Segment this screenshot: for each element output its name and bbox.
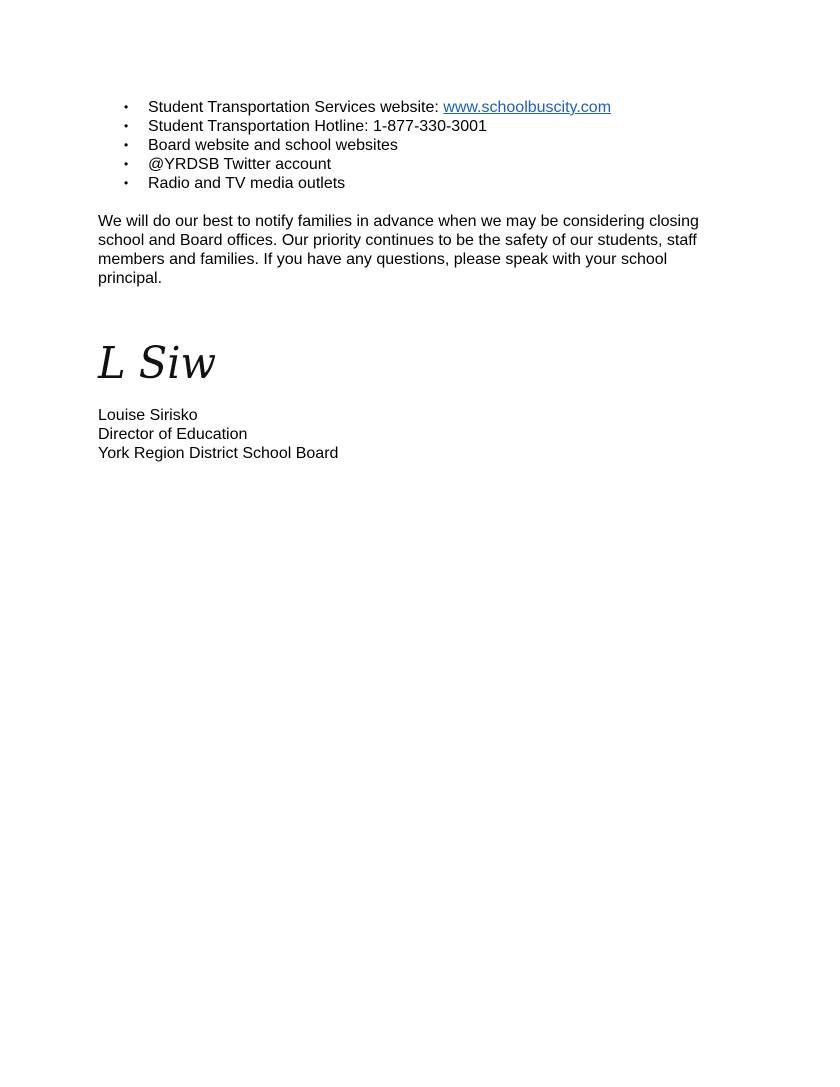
signature-block [98,406,338,463]
bullet-icon: • [124,119,129,133]
body-paragraph [98,212,699,288]
list-item [98,174,611,193]
list-item [98,155,611,174]
paragraph-line: We will do our best to notify families in advance when we may be considering closing [98,213,699,230]
schoolbuscity-link[interactable]: www.schoolbuscity.com [443,99,612,116]
signer-name: Louise Sirisko [98,407,198,424]
list-item [98,117,611,136]
bullet-icon: • [124,176,129,190]
bullet-icon: • [124,157,129,171]
signature [96,318,221,394]
bullet-icon: • [124,100,129,114]
signer-title: Director of Education [98,426,248,443]
paragraph-line: school and Board offices. Our priority continues to be the safety of our students, staff [98,232,697,249]
paragraph-line: members and families. If you have any questions, please speak with your school [98,251,668,268]
signature-text: L Siw [97,338,216,389]
list-item [98,98,611,117]
list-item-text: Student Transportation Services website: [148,99,444,116]
list-item-text: @YRDSB Twitter account [148,156,332,173]
list-item-text: Radio and TV media outlets [148,175,346,192]
list-item-text: Student Transportation Hotline: 1-877-330-3001 [148,118,487,135]
list-item-text: Board website and school websites [148,137,398,154]
contact-list [98,98,611,193]
bullet-icon: • [124,138,129,152]
signer-organization: York Region District School Board [98,445,339,462]
paragraph-line: principal. [98,270,163,287]
list-item [98,136,611,155]
